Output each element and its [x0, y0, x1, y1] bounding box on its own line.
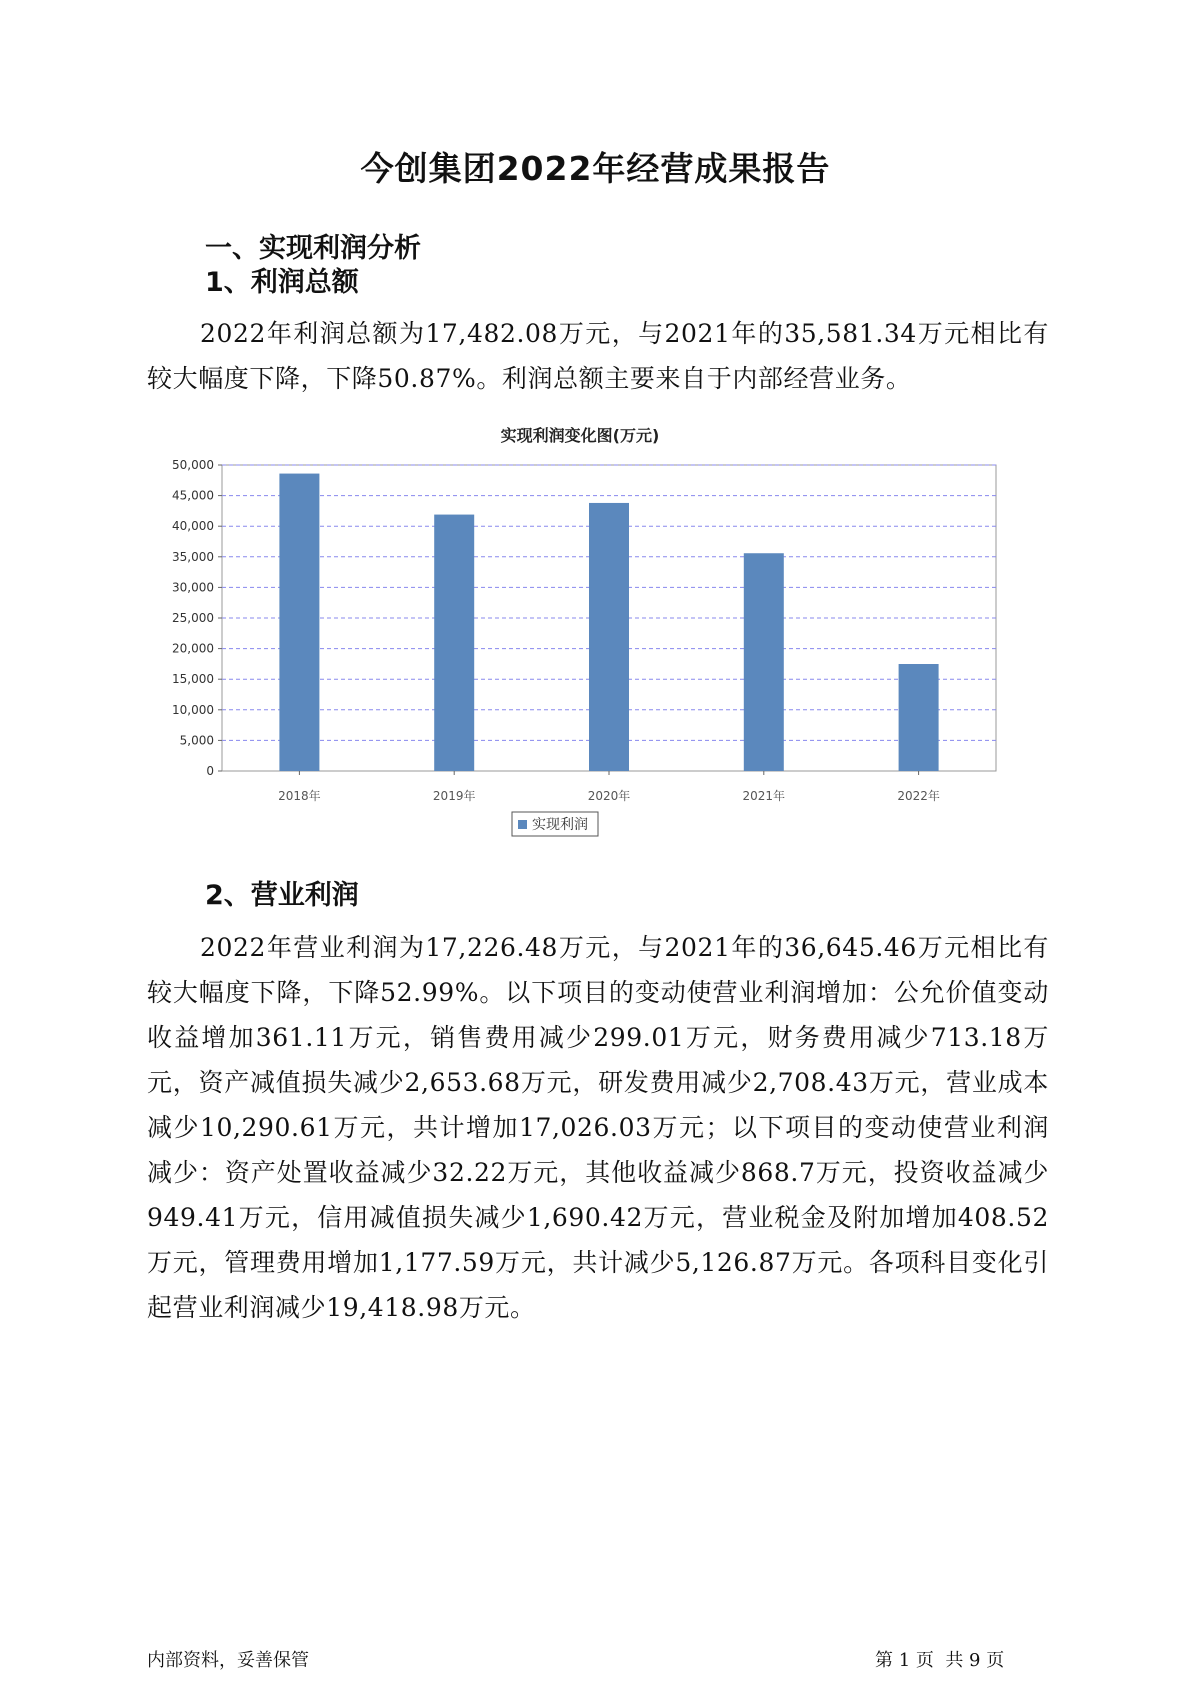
y-tick-label: 20,000 [172, 641, 214, 656]
legend-swatch [518, 820, 527, 829]
chart-title: 实现利润变化图(万元) [500, 426, 660, 445]
paragraph-operating-profit: 2022年营业利润为17,226.48万元，与2021年的36,645.46万元相比有较大幅度下降，下降52.99%。以下项目的变动使营业利润增加：公允价值变动收益增加361.11万元，销售费用减少299.01万元，财务费用减少713.18万元，资产减值损失减少2,653.68万元，研发费用减少2,708.43万元，营业成本减少10,290.61万元，共计增加17,026.03万元；以下项目的变动使营业利润减少：资产处置收益减少32.22万元，其他收益减少868.7万元，投资收益减少949.41万元，信用减值损失减少1,690.42万元，营业税金及附加增加408.52万元，管理费用增加1,177.59万元，共计减少5,126.87万元。各项科目变化引起营业利润减少19,418.98万元。 [147, 933, 1049, 1322]
footer-page-number: 第 1 页 共 9 页 [875, 1650, 1005, 1671]
bar-2022年 [899, 664, 939, 771]
section-heading-profit-analysis: 一、实现利润分析 [205, 233, 421, 264]
subheading-operating-profit: 2、营业利润 [205, 880, 359, 911]
y-tick-label: 50,000 [172, 458, 214, 472]
profit-bar-chart [160, 426, 1040, 915]
y-tick-label: 45,000 [172, 488, 214, 503]
legend-label: 实现利润 [532, 817, 588, 833]
x-tick-label: 2018年 [278, 789, 321, 803]
y-tick-label: 25,000 [172, 611, 214, 625]
bar-2018年 [279, 474, 319, 771]
bar-2020年 [589, 503, 629, 771]
bar-2021年 [744, 553, 784, 771]
chart-bars [279, 474, 938, 771]
y-tick-label: 0 [206, 764, 214, 778]
paragraph-total-profit: 2022年利润总额为17,482.08万元，与2021年的35,581.34万元相比有较大幅度下降，下降50.87%。利润总额主要来自于内部经营业务。 [147, 319, 1049, 393]
chart-legend [512, 812, 598, 836]
y-tick-label: 10,000 [172, 702, 214, 717]
y-tick-label: 35,000 [172, 549, 214, 564]
x-tick-label: 2019年 [432, 789, 476, 803]
x-tick-label: 2020年 [587, 789, 631, 803]
x-tick-label: 2021年 [742, 789, 786, 803]
footer-confidential-note: 内部资料，妥善保管 [147, 1650, 309, 1671]
y-tick-label: 5,000 [179, 733, 214, 748]
y-tick-label: 30,000 [172, 580, 214, 595]
x-tick-label: 2022年 [897, 789, 940, 803]
chart-svg [160, 426, 1040, 915]
bar-2019年 [434, 515, 474, 771]
document-title: 今创集团2022年经营成果报告 [360, 149, 831, 188]
y-tick-label: 40,000 [172, 519, 214, 534]
subheading-total-profit: 1、利润总额 [205, 267, 359, 298]
y-tick-label: 15,000 [172, 672, 214, 687]
